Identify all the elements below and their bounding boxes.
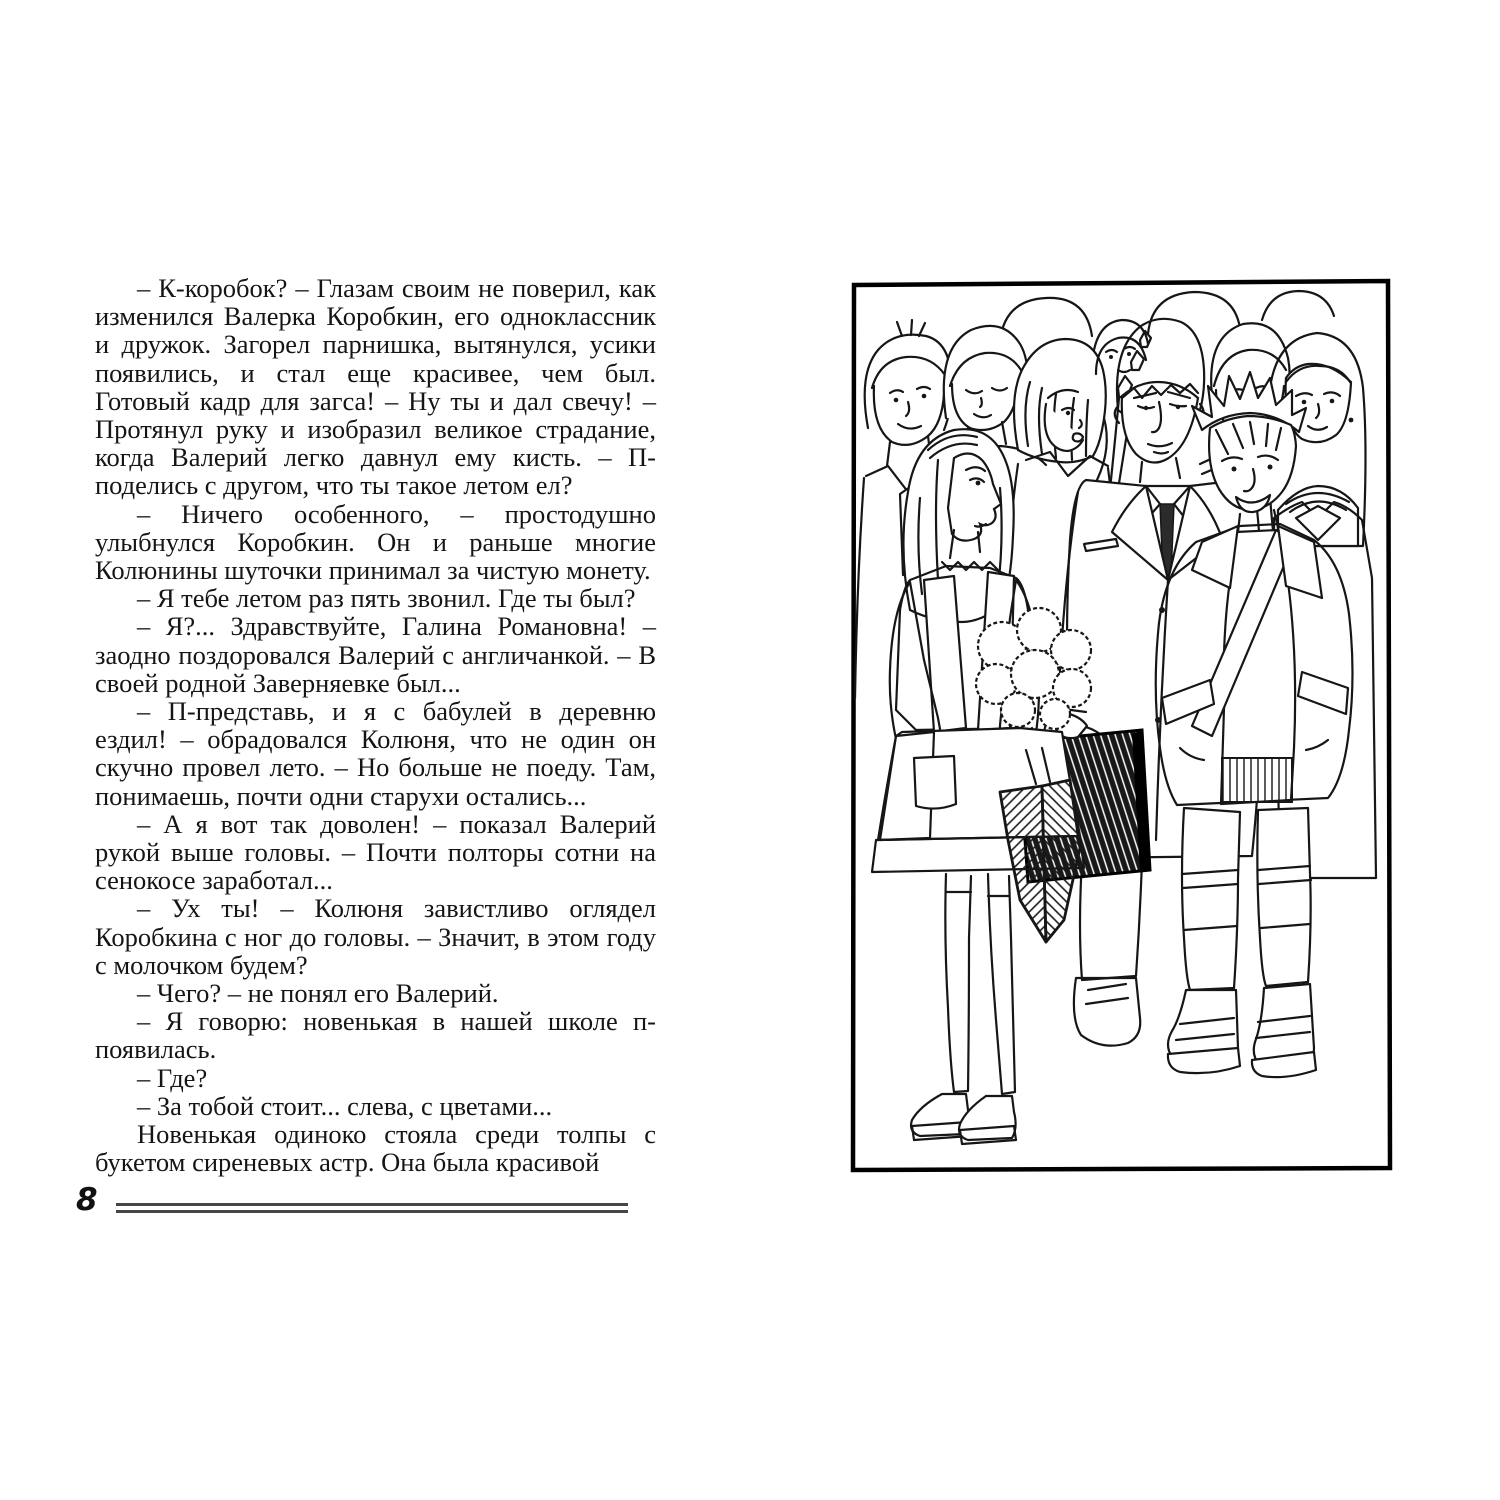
footer-rule: [116, 1203, 628, 1213]
story-text: [95, 274, 656, 1177]
paragraph: – Ничего особенного, – простодушно улыбнулся Коробкин. Он и раньше многие Колюнины шуточки принимал за чистую монету.: [95, 498, 656, 586]
paragraph: Новенькая одиноко стояла среди толпы с букетом сиреневых астр. Она была красивой: [95, 1119, 656, 1178]
paragraph: – За тобой стоит... слева, с цветами...: [137, 1090, 553, 1121]
paragraph: – Ух ты! – Колюня завистливо оглядел Коробкина с ног до головы. – Значит, в этом году с молочком будем?: [95, 893, 656, 980]
paragraph: – К-коробок? – Глазам своим не поверил, как изменился Валерка Коробкин, его одноклассник и дружок. Загорел парнишка, вытянулся, усики появились, и стал еще красивее, чем был. Готовый кадр для загса! – Ну ты и дал свечу! – Протянул руку и изобразил великое страдание, когда Валерий легко давнул ему кисть. – П-поделись с другом, что ты такое летом ел?: [95, 273, 656, 501]
paragraph: – А я вот так доволен! – показал Валерий рукой выше головы. – Почти полторы сотни на сенокосе заработал...: [95, 808, 656, 896]
paragraph: – Я?... Здравствуйте, Галина Романовна! – заодно поздоровался Валерий с англичанкой. – В своей родной Заверняевке был...: [95, 611, 656, 698]
paragraph: – Я тебе летом раз пять звонил. Где ты был?: [137, 583, 636, 614]
paragraph: – Чего? – не понял его Валерий.: [137, 978, 499, 1009]
paragraph: – Я говорю: новенькая в нашей школе п-появилась.: [95, 1006, 656, 1065]
illustration-school-crowd: [850, 278, 1393, 1173]
paragraph: – П-представь, и я с бабулей в деревню ездил! – обрадовался Колюня, что не один он скучно провел лето. – Но больше не поеду. Там, понимаешь, почти одни старухи остались...: [95, 696, 656, 811]
page-number: 8: [76, 1182, 98, 1218]
paragraph: – Где?: [137, 1062, 208, 1093]
